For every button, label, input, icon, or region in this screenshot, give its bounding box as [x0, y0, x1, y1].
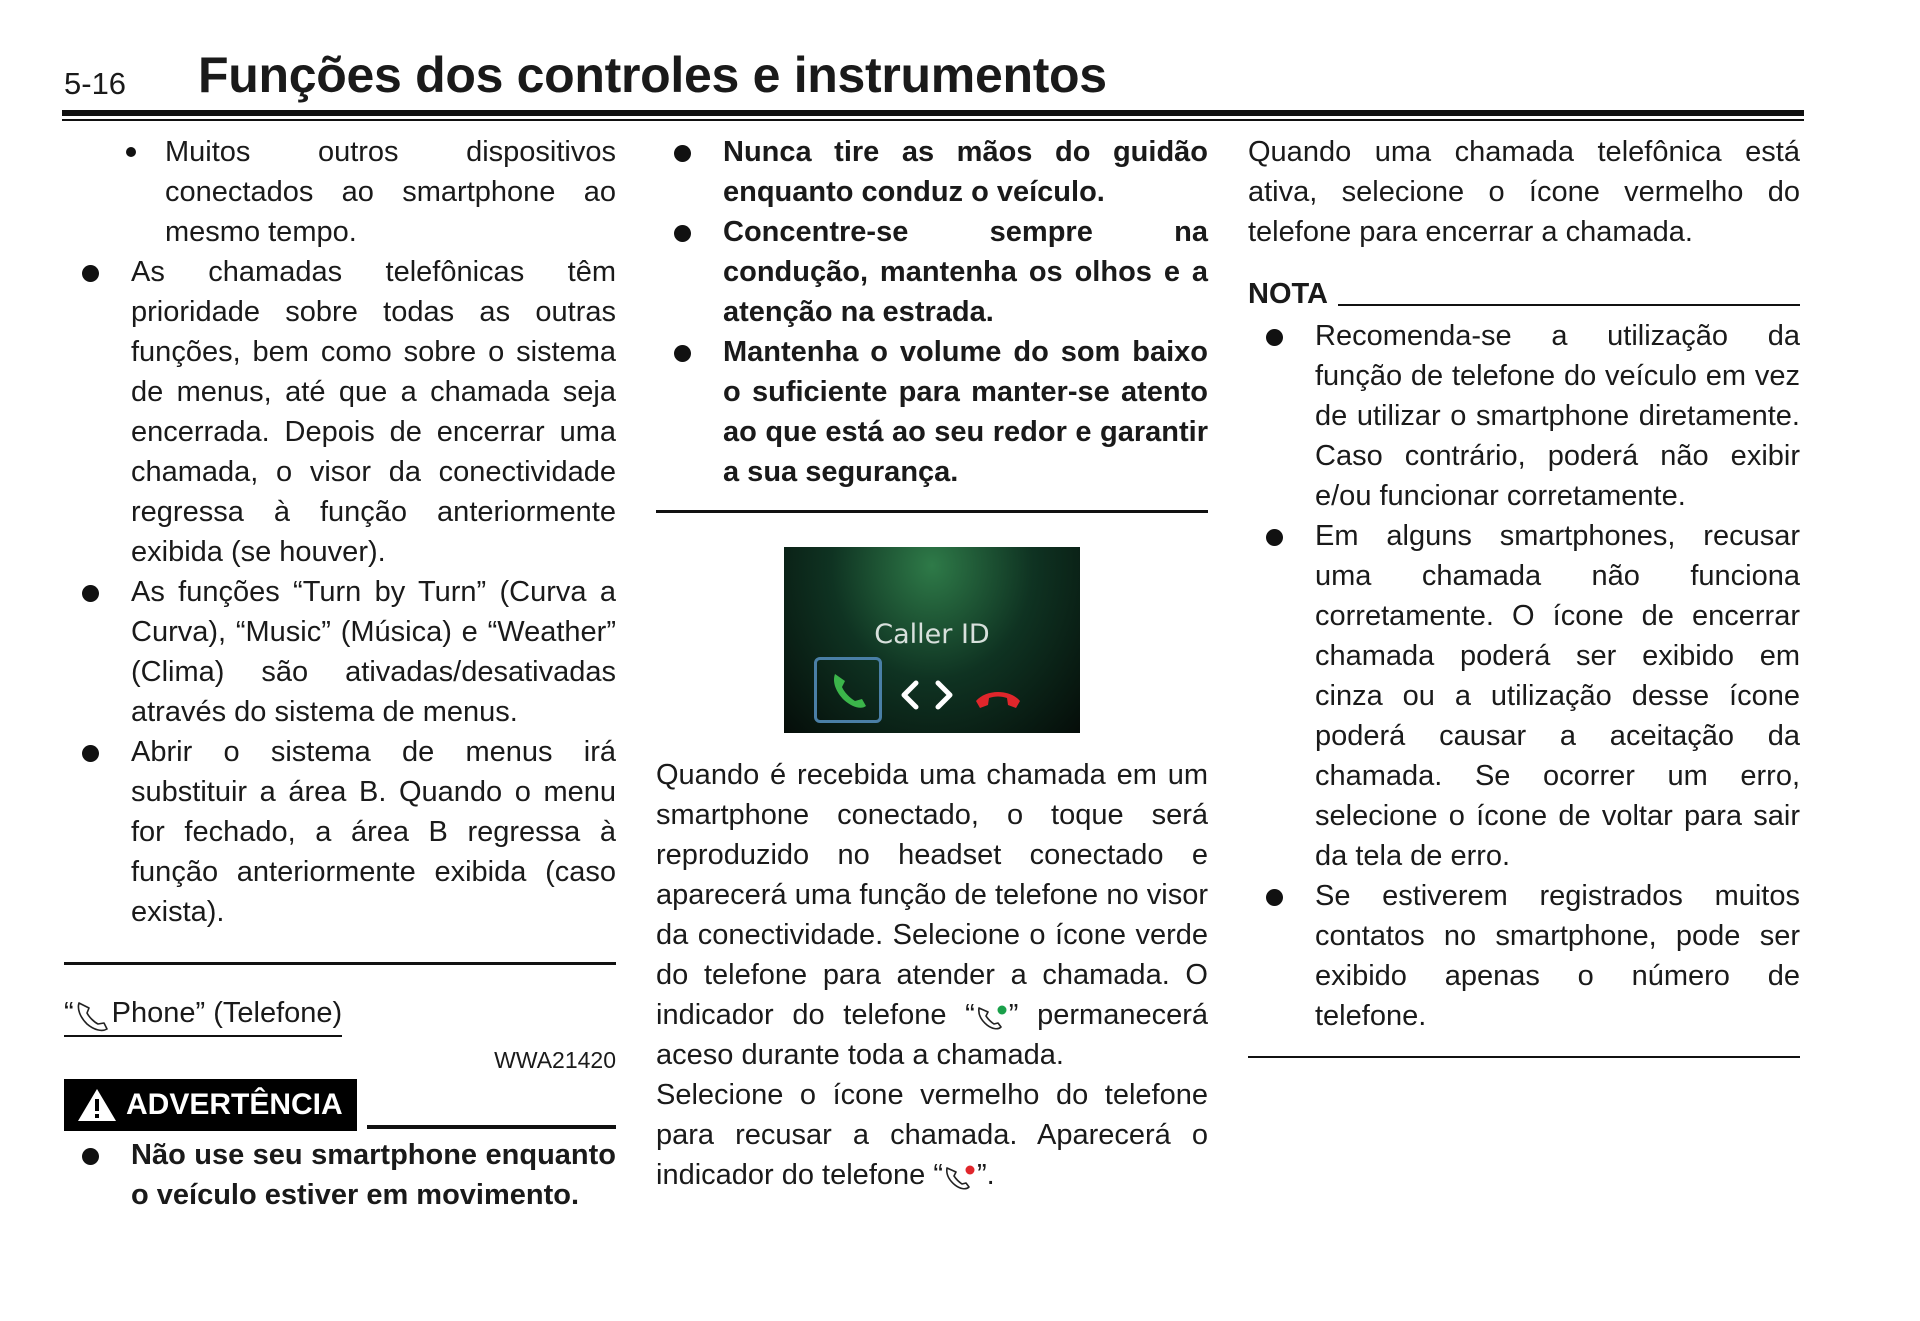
column-middle	[656, 132, 1208, 1195]
warning-end-divider	[656, 510, 1208, 513]
reject-call-text: Selecione o ícone vermelho do telefone para recusar a chamada. Aparecerá o indicador do telefone “	[656, 1079, 1208, 1191]
reject-call-paragraph	[656, 1075, 1208, 1195]
header-rule-thick	[62, 110, 1804, 116]
page-number: 5-16	[64, 66, 127, 101]
note-rule	[1338, 304, 1800, 306]
note-bullet-item: Recomenda-se a utilização da função de telefone do veículo em vez de utilizar o smartphone diretamente. Caso contrário, poderá não exibir e/ou funcionar corretamente.	[1248, 316, 1800, 516]
warning-header	[64, 1079, 616, 1131]
note-bullet-list	[1248, 316, 1800, 1036]
page-title: Funções dos controles e instrumentos	[198, 47, 1107, 103]
column-left	[64, 132, 616, 1215]
phone-indicator-green-icon	[975, 1002, 1009, 1030]
incoming-call-paragraph	[656, 755, 1208, 1075]
reference-code: WWA21420	[494, 1047, 616, 1073]
warning-bullet-item: Nunca tire as mãos do guidão enquanto conduz o veículo.	[656, 132, 1208, 212]
note-label: NOTA	[1248, 278, 1329, 310]
phone-section-heading	[64, 993, 616, 1037]
warning-bullet-list	[64, 1135, 616, 1215]
phone-handset-icon	[74, 999, 112, 1033]
red-hangup-icon	[972, 685, 1024, 713]
bullet-item: As chamadas telefônicas têm prioridade sobre todas as outras funções, bem como sobre o sistema de menus, até que a chamada seja encerrada. Depois de encerrar uma chamada, o visor da conectividade regressa à função anteriormente exibida (se houver).	[64, 252, 616, 572]
note-bullet-item: Em alguns smartphones, recusar uma chamada não funciona corretamente. O ícone de encerrar chamada poderá ser exibido em cinza ou a utilização desse ícone poderá causar a aceitação da chamada. Se ocorrer um erro, selecione o ícone de voltar para sair da tela de erro.	[1248, 516, 1800, 876]
chevron-left-right-icon	[896, 677, 960, 713]
incoming-call-text-end: ” permanecerá aceso durante toda a chamada.	[656, 999, 1208, 1071]
warning-rule	[367, 1125, 616, 1129]
bullet-item: As funções “Turn by Turn” (Curva a Curva), “Music” (Música) e “Weather” (Clima) são ativadas/desativadas através do sistema de menus.	[64, 572, 616, 732]
warning-triangle-icon	[76, 1087, 118, 1123]
note-bullet-item: Se estiverem registrados muitos contatos no smartphone, pode ser exibido apenas o número de telefone.	[1248, 876, 1800, 1036]
note-end-divider	[1248, 1056, 1800, 1058]
header-rule-thin	[62, 119, 1804, 121]
caller-id-label: Caller ID	[874, 619, 990, 650]
phone-heading-label: Phone” (Telefone)	[111, 997, 343, 1029]
warning-bullet-item: Mantenha o volume do som baixo o suficiente para manter-se atento ao que está ao seu redor e garantir a sua segurança.	[656, 332, 1208, 492]
warning-bullet-list-continued	[656, 132, 1208, 492]
end-call-paragraph: Quando uma chamada telefônica está ativa, selecione o ícone vermelho do telefone para encerrar a chamada.	[1248, 136, 1800, 248]
note-heading	[1248, 276, 1800, 312]
reject-call-text-end: ”.	[976, 1159, 995, 1191]
section-divider	[64, 962, 616, 965]
warning-badge	[64, 1079, 357, 1131]
connectivity-screen-image	[784, 547, 1080, 733]
warning-bullet-item: Não use seu smartphone enquanto o veículo estiver em movimento.	[64, 1135, 616, 1215]
incoming-call-text: Quando é recebida uma chamada em um smartphone conectado, o toque será reproduzido no headset conectado e aparecerá uma função de telefone no visor da conectividade. Selecione o ícone verde do telefone para atender a chamada. O indicador do telefone “	[656, 759, 1208, 1031]
warning-bullet-item: Concentre-se sempre na condução, mantenha os olhos e a atenção na estrada.	[656, 212, 1208, 332]
sub-bullet-item: Muitos outros dispositivos conectados ao smartphone ao mesmo tempo.	[64, 132, 616, 252]
column-right	[1248, 132, 1800, 1058]
accept-call-button	[814, 657, 882, 723]
bullet-item: Abrir o sistema de menus irá substituir a área B. Quando o menu for fechado, a área B regressa à função anteriormente exibida (caso exista).	[64, 732, 616, 932]
warning-label: ADVERTÊNCIA	[126, 1088, 343, 1121]
green-phone-icon	[817, 660, 879, 720]
phone-heading-open-quote: “	[64, 997, 74, 1029]
bullet-list-left	[64, 132, 616, 932]
phone-indicator-red-icon	[943, 1162, 977, 1190]
